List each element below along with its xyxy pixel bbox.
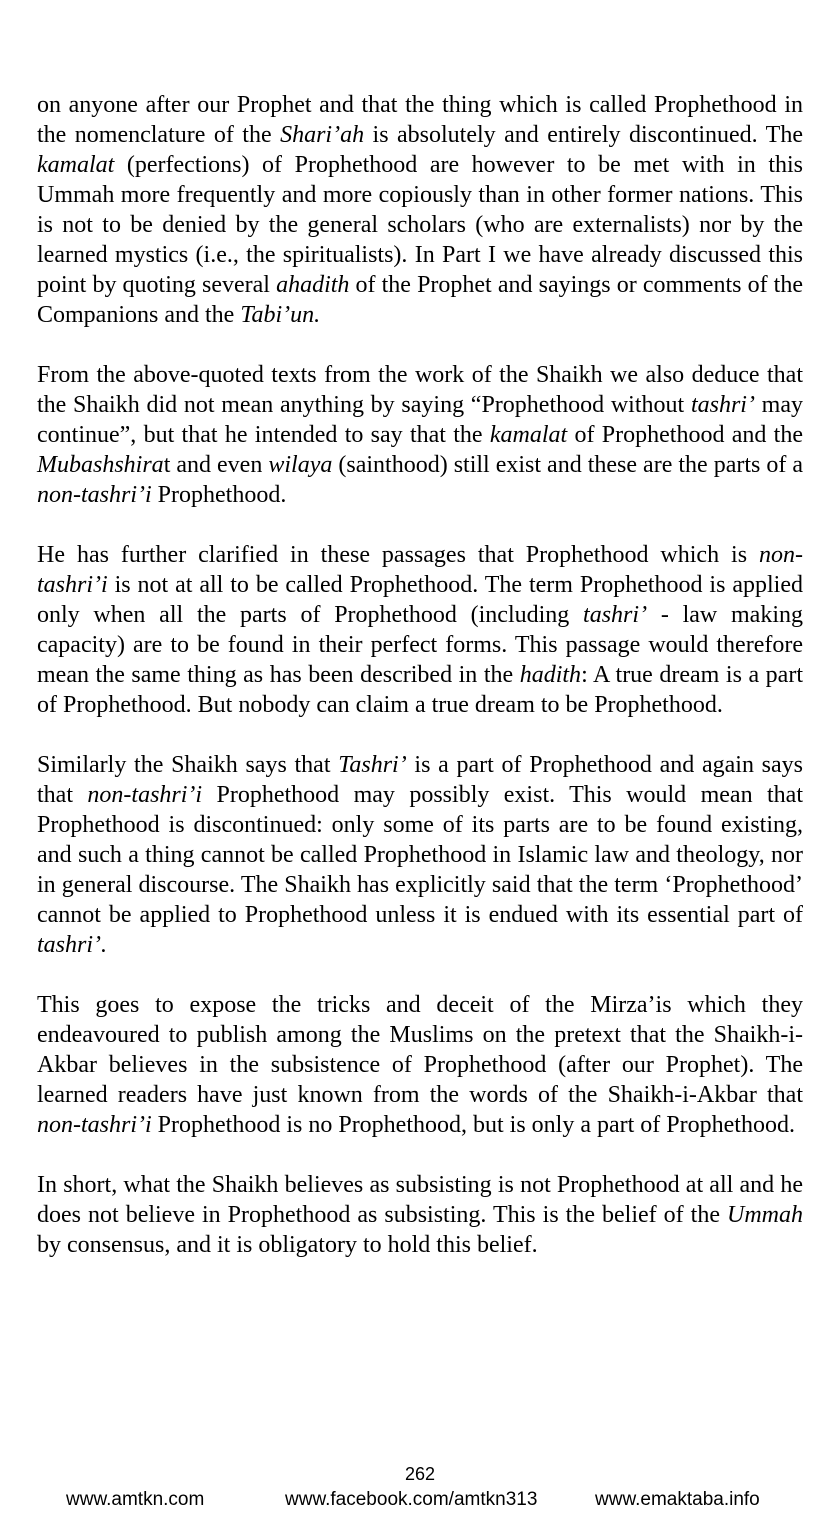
text-run: on anyone after our Prophet and that the thing which is called Prophethood in the nomenclature of the <box>37 92 803 148</box>
footer-links <box>0 1487 840 1513</box>
italic-run: non-tashri’i <box>87 782 203 808</box>
paragraph-3 <box>37 540 803 720</box>
text-run: Prophethood may possibly exist. This would mean that Prophethood is discontinued: only some of its parts are to be found existing, and such a thing cannot be called Prophethood in Islamic law and theology, nor in general discourse. The Shaikh has explicitly said that the term ‘Prophethood’ cannot be applied to Prophethood unless it is endued with its essential part of <box>37 782 803 928</box>
paragraph-6 <box>37 1170 803 1260</box>
text-run: : A true dream is a part of Prophethood. But nobody can claim a true dream to be Prophethood. <box>37 662 803 718</box>
paragraph-1 <box>37 90 803 330</box>
italic-run: Tabi’un. <box>240 302 321 328</box>
text-run: t and even <box>163 452 269 478</box>
text-run: Prophethood is no Prophethood, but is only a part of Prophethood. <box>151 1112 795 1138</box>
italic-run: Shari’ah <box>280 122 365 148</box>
italic-run: Ummah <box>727 1202 803 1228</box>
paragraph-4 <box>37 750 803 960</box>
text-run: From the above-quoted texts from the work of the Shaikh we also deduce that the Shaikh did not mean anything by saying “Prophethood without <box>37 362 803 418</box>
text-run: Similarly the Shaikh says that <box>37 752 339 778</box>
italic-run: tashri’ <box>583 602 648 628</box>
footer-link-emaktaba[interactable]: www.emaktaba.info <box>595 1489 760 1510</box>
text-run: Prophethood. <box>151 482 287 508</box>
text-run: He has further clarified in these passages that Prophethood which is <box>37 542 759 568</box>
italic-run: non-tashri’i <box>37 1112 152 1138</box>
text-run: of the Prophet and sayings or comments of the Companions and the <box>37 272 803 328</box>
text-run: In short, what the Shaikh believes as subsisting is not Prophethood at all and he does not believe in Prophethood as subsisting. This is the belief of the <box>37 1172 803 1228</box>
italic-run: Mubashshira <box>37 452 164 478</box>
text-run: is a part of Prophethood and again says that <box>37 752 803 808</box>
italic-run: tashri’. <box>37 932 108 958</box>
italic-run: kamalat <box>37 152 115 178</box>
italic-run: ahadith <box>276 272 350 298</box>
text-run: - law making capacity) are to be found in their perfect forms. This passage would therefore mean the same thing as has been described in the <box>37 602 803 688</box>
footer-link-facebook[interactable]: www.facebook.com/amtkn313 <box>285 1489 538 1510</box>
page-number: 262 <box>404 1464 436 1484</box>
footer-link-amtkn[interactable]: www.amtkn.com <box>66 1489 205 1510</box>
text-run: (sainthood) still exist and these are the parts of a <box>332 452 804 478</box>
text-run: may continue”, but that he intended to say that the <box>37 392 804 448</box>
text-run: by consensus, and it is obligatory to hold this belief. <box>37 1232 538 1258</box>
text-run: is absolutely and entirely discontinued. The <box>364 122 803 148</box>
paragraph-2 <box>37 360 803 510</box>
italic-run: Tashri’ <box>338 752 407 778</box>
paragraph-5 <box>37 990 803 1140</box>
text-run: is not at all to be called Prophethood. The term Prophethood is applied only when all the parts of Prophethood (including <box>37 572 803 628</box>
italic-run: hadith <box>519 662 582 688</box>
italic-run: tashri’ <box>690 392 755 418</box>
text-run: of Prophethood and the <box>567 422 804 448</box>
page-body <box>37 90 803 1290</box>
italic-run: kamalat <box>489 422 568 448</box>
italic-run: non-tashri’i <box>37 482 152 508</box>
text-run: (perfections) of Prophethood are however to be met with in this Ummah more frequently and more copiously than in other former nations. This is not to be denied by the general scholars (who are externalists) nor by the learned mystics (i.e., the spiritualists). In Part I we have already discussed this point by quoting several <box>37 152 803 298</box>
italic-run: non-tashri’i <box>37 542 803 598</box>
text-run: This goes to expose the tricks and deceit of the Mirza’is which they endeavoured to publish among the Muslims on the pretext that the Shaikh-i-Akbar believes in the subsistence of Prophethood (after our Prophet). The learned readers have just known from the words of the Shaikh-i-Akbar that <box>37 992 803 1108</box>
italic-run: wilaya <box>268 452 333 478</box>
